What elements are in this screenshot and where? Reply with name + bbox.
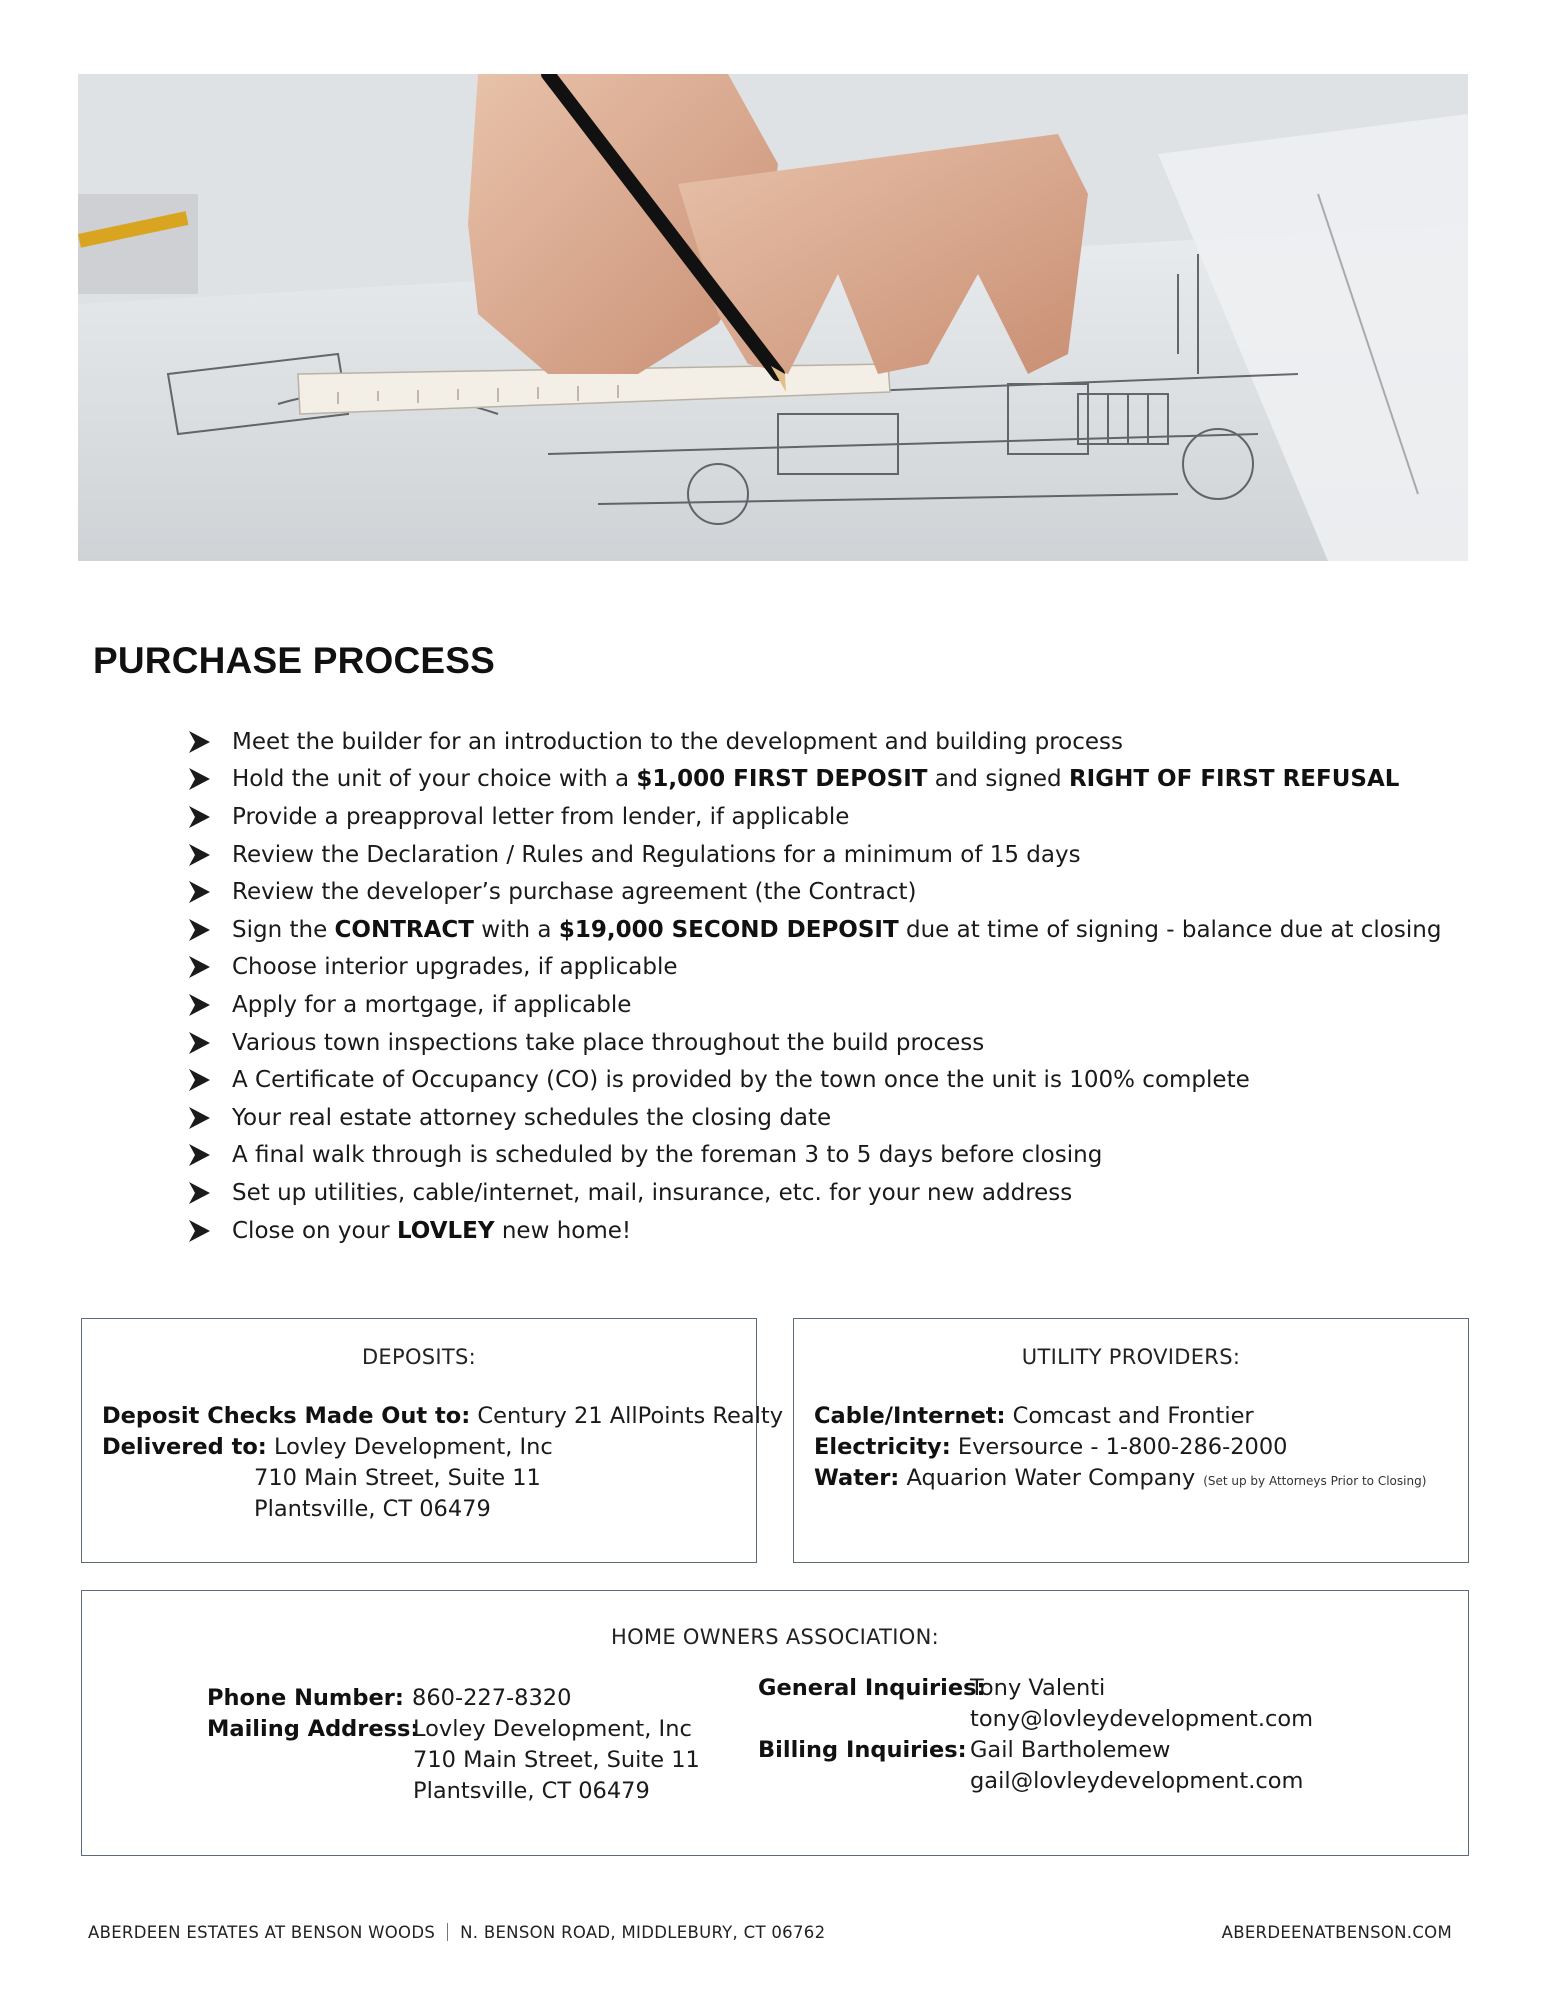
deposit-checks-line (102, 1403, 783, 1429)
step-text: A Certificate of Occupancy (CO) is provided by the town once the unit is 100% complete (232, 1067, 1250, 1094)
step-text: Set up utilities, cable/internet, mail, insurance, etc. for your new address (232, 1179, 1073, 1206)
deposit-checks-value: Century 21 AllPoints Realty (470, 1403, 784, 1429)
arrow-bullet-icon (186, 842, 212, 868)
general-inquiries-name: Tony Valenti (970, 1675, 1106, 1701)
delivered-to-city: Plantsville, CT 06479 (254, 1496, 491, 1522)
arrow-bullet-icon (186, 1067, 212, 1093)
step-text: A final walk through is scheduled by the foreman 3 to 5 days before closing (232, 1142, 1103, 1169)
deposit-checks-label: Deposit Checks Made Out to: (102, 1403, 471, 1429)
hoa-title: HOME OWNERS ASSOCIATION: (611, 1625, 939, 1649)
arrow-bullet-icon (186, 917, 212, 943)
arrow-bullet-icon (186, 1142, 212, 1168)
step-text: Meet the builder for an introduction to the development and building process (232, 728, 1124, 755)
arrow-bullet-icon (186, 1105, 212, 1131)
hoa-mailing-label: Mailing Address: (207, 1716, 420, 1742)
step-text: Apply for a mortgage, if applicable (232, 991, 632, 1018)
step-item (186, 761, 1416, 799)
step-item (186, 1099, 1416, 1137)
footer-website[interactable]: ABERDEENATBENSON.COM (1221, 1923, 1452, 1942)
arrow-bullet-icon (186, 1218, 212, 1244)
step-item (186, 986, 1416, 1024)
electricity-value: Eversource - 1-800-286-2000 (950, 1434, 1288, 1460)
arrow-bullet-icon (186, 729, 212, 755)
water-note: (Set up by Attorneys Prior to Closing) (1203, 1474, 1427, 1488)
water-value: Aquarion Water Company (899, 1465, 1196, 1491)
utility-providers-title: UTILITY PROVIDERS: (1021, 1345, 1241, 1369)
step-item (186, 1024, 1416, 1062)
step-item (186, 798, 1416, 836)
utility-providers-box (793, 1318, 1469, 1563)
cable-internet-value: Comcast and Frontier (1005, 1403, 1254, 1429)
electricity-line (814, 1434, 1287, 1460)
arrow-bullet-icon (186, 879, 212, 905)
water-line (814, 1465, 1426, 1491)
hero-photo (78, 74, 1468, 561)
step-text: Provide a preapproval letter from lender, if applicable (232, 803, 850, 830)
arrow-bullet-icon (186, 804, 212, 830)
footer-divider (447, 1923, 448, 1941)
step-text: Choose interior upgrades, if applicable (232, 954, 678, 981)
step-item (186, 836, 1416, 874)
arrow-bullet-icon (186, 992, 212, 1018)
step-item (186, 1212, 1416, 1250)
general-inquiries-email[interactable]: tony@lovleydevelopment.com (970, 1706, 1314, 1732)
electricity-label: Electricity: (814, 1434, 951, 1460)
hoa-phone-label: Phone Number: (207, 1685, 404, 1711)
arrow-bullet-icon (186, 1180, 212, 1206)
billing-inquiries-label: Billing Inquiries: (758, 1737, 967, 1763)
water-label: Water: (814, 1465, 900, 1491)
step-item (186, 1137, 1416, 1175)
billing-inquiries-email[interactable]: gail@lovleydevelopment.com (970, 1768, 1304, 1794)
step-item (186, 1061, 1416, 1099)
delivered-to-line (102, 1434, 553, 1460)
hoa-mailing-company: Lovley Development, Inc (413, 1716, 692, 1742)
purchase-steps-list (186, 723, 1442, 1249)
delivered-to-street: 710 Main Street, Suite 11 (254, 1465, 541, 1491)
deposits-title: DEPOSITS: (361, 1345, 477, 1369)
arrow-bullet-icon (186, 766, 212, 792)
cable-internet-label: Cable/Internet: (814, 1403, 1006, 1429)
step-item (186, 911, 1442, 949)
step-item (186, 723, 1416, 761)
step-text: Your real estate attorney schedules the closing date (232, 1104, 832, 1131)
cable-internet-line (814, 1403, 1254, 1429)
step-text: Close on your LOVLEY new home! (232, 1217, 632, 1244)
arrow-bullet-icon (186, 1030, 212, 1056)
step-item (186, 873, 1416, 911)
step-item (186, 1174, 1416, 1212)
hoa-box (81, 1590, 1469, 1856)
footer-left (88, 1923, 825, 1942)
deposits-box (81, 1318, 784, 1563)
step-text: Hold the unit of your choice with a $1,000 FIRST DEPOSIT and signed RIGHT OF FIRST REFUSAL (232, 766, 1400, 793)
footer-address: N. BENSON ROAD, MIDDLEBURY, CT 06762 (460, 1923, 826, 1942)
page-title: PURCHASE PROCESS (93, 640, 496, 681)
general-inquiries-label: General Inquiries: (758, 1675, 986, 1701)
step-text: Review the developer’s purchase agreement (the Contract) (232, 879, 917, 906)
step-text: Various town inspections take place throughout the build process (232, 1029, 985, 1056)
step-item (186, 949, 1416, 987)
arrow-bullet-icon (186, 954, 212, 980)
hoa-phone-value: 860-227-8320 (412, 1685, 572, 1711)
step-text: Sign the CONTRACT with a $19,000 SECOND DEPOSIT due at time of signing - balance due at closing (232, 916, 1442, 943)
hoa-mailing-city: Plantsville, CT 06479 (413, 1778, 650, 1804)
delivered-to-company: Lovley Development, Inc (266, 1434, 553, 1460)
hoa-mailing-street: 710 Main Street, Suite 11 (413, 1747, 700, 1773)
billing-inquiries-name: Gail Bartholemew (970, 1737, 1171, 1763)
footer-development-name: ABERDEEN ESTATES AT BENSON WOODS (88, 1923, 436, 1942)
step-text: Review the Declaration / Rules and Regulations for a minimum of 15 days (232, 841, 1081, 868)
delivered-to-label: Delivered to: (102, 1434, 267, 1460)
